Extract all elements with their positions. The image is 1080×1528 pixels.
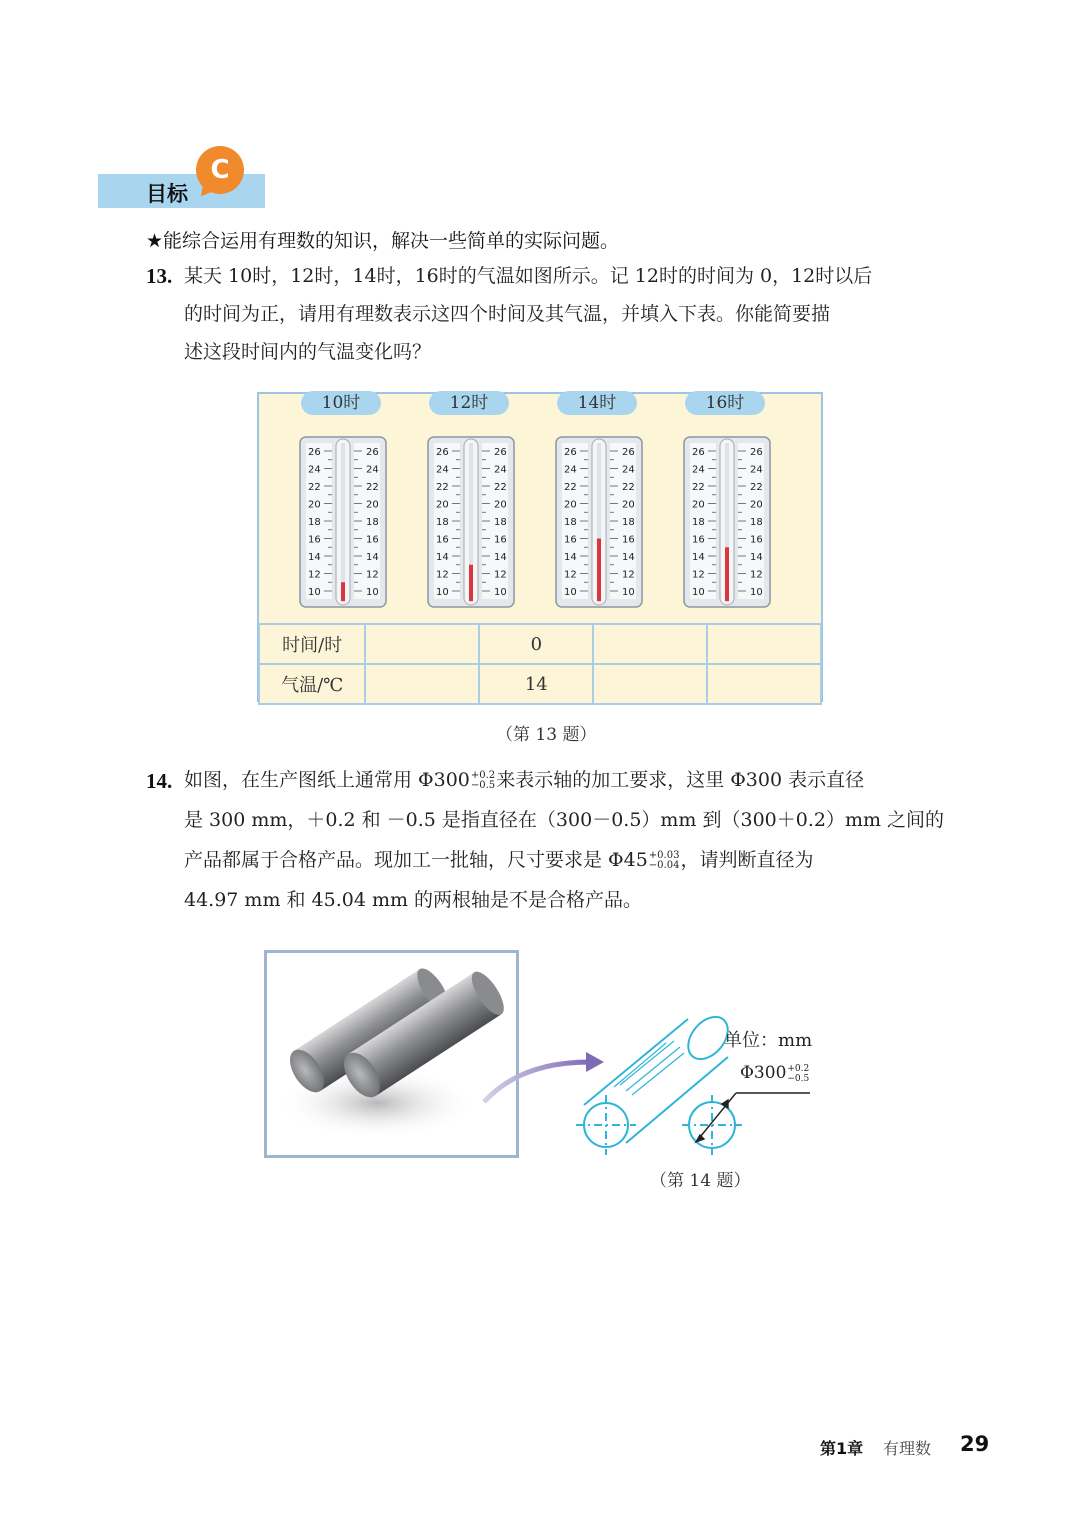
mercury-column [341,582,345,601]
tolerance-upper: +0.2 [470,770,496,781]
table-cell: 14 [479,664,593,704]
scale-tick-label: 26 [308,447,321,458]
mercury-column [597,539,601,602]
dimension-label [740,1063,810,1084]
scale-tick-label: 12 [436,569,449,581]
problem-13-line: 某天 10时，12时，14时，16时的气温如图所示。记 12时的时间为 0，12时以后 [184,265,873,287]
scale-tick-label: 10 [564,587,577,598]
scale-tick-label: 20 [750,499,763,511]
scale-tick-label: 24 [436,464,449,476]
thermometer-12 [426,433,516,609]
mercury-column [725,547,729,601]
scale-tick-label: 22 [494,482,507,493]
scale-tick-label: 12 [692,569,705,581]
scale-tick-label: 18 [308,517,321,528]
problem-13-number: 13. [146,264,173,288]
scale-tick-label: 20 [436,499,449,511]
scale-tick-label: 14 [366,552,379,563]
scale-tick-label: 20 [494,499,507,511]
scale-tick-label: 22 [436,482,449,493]
figure-14-caption: （第 14 题） [650,1171,751,1191]
scale-tick-label: 18 [366,517,379,528]
scale-tick-label: 18 [622,517,635,528]
table-cell [365,664,479,704]
scale-tick-label: 14 [564,552,577,563]
scale-tick-label: 10 [692,587,705,598]
goal-title: 目标 [146,182,188,206]
table-cell [707,624,821,664]
scale-tick-label: 12 [366,569,379,581]
tolerance-upper: +0.2 [787,1063,810,1074]
time-tab-16: 16时 [685,391,765,415]
page-number: 29 [960,1432,990,1456]
scale-tick-label: 26 [436,447,449,458]
tolerance-lower: −0.5 [787,1073,810,1084]
scale-tick-label: 20 [308,499,321,511]
thermometer-16 [682,433,772,609]
scale-tick-label: 18 [564,517,577,528]
scale-tick-label: 10 [308,587,321,598]
goal-level-badge: C [196,146,244,194]
scale-tick-label: 16 [366,534,379,546]
scale-tick-label: 22 [308,482,321,493]
row-header-time: 时间/时 [259,624,365,664]
text-span: 产品都属于合格产品。现加工一批轴，尺寸要求是 Φ45 [184,849,648,871]
scale-tick-label: 16 [436,534,449,546]
problem-14-line [184,760,944,800]
text-span: 如图，在生产图纸上通常用 Φ300 [184,769,470,791]
scale-tick-label: 14 [622,552,635,563]
scale-tick-label: 24 [564,464,577,476]
table-row [259,664,821,704]
row-header-temp: 气温/℃ [259,664,365,704]
scale-tick-label: 12 [308,569,321,581]
scale-tick-label: 22 [564,482,577,493]
dimension-value: Φ300 [740,1063,787,1083]
scale-tick-label: 10 [622,587,635,598]
time-tab-10: 10时 [301,391,381,415]
table-cell [365,624,479,664]
problem-13-line: 述这段时间内的气温变化吗？ [184,341,432,363]
scale-tick-label: 20 [692,499,705,511]
scale-tick-label: 10 [750,587,763,598]
chapter-number: 第1章 [820,1439,864,1458]
scale-tick-label: 14 [436,552,449,563]
scale-tick-label: 14 [494,552,507,563]
scale-tick-label: 26 [622,447,635,458]
scale-tick-label: 18 [436,517,449,528]
mercury-column [469,565,473,601]
tolerance [649,851,680,871]
time-tab-12: 12时 [429,391,509,415]
problem-14-line: 是 300 mm，＋0.2 和 －0.5 是指直径在（300－0.5）mm 到（300＋0.2）mm 之间的 [184,809,945,831]
problem-14-line: 44.97 mm 和 45.04 mm 的两根轴是不是合格产品。 [184,889,643,911]
scale-tick-label: 22 [750,482,763,493]
time-tab-14: 14时 [557,391,637,415]
scale-tick-label: 20 [366,499,379,511]
tolerance-upper: +0.03 [648,850,680,861]
scale-tick-label: 10 [494,587,507,598]
scale-tick-label: 16 [308,534,321,546]
scale-tick-label: 12 [750,569,763,581]
chapter-name: 有理数 [883,1439,932,1458]
problem-13-line: 的时间为正，请用有理数表示这四个时间及其气温，并填入下表。你能简要描 [184,303,831,325]
scale-tick-label: 16 [750,534,763,546]
scale-tick-label: 14 [308,552,321,563]
scale-tick-label: 24 [692,464,705,476]
problem-14-line [184,840,944,880]
scale-tick-label: 18 [494,517,507,528]
scale-tick-label: 24 [366,464,379,476]
table-cell: 0 [479,624,593,664]
table-cell [707,664,821,704]
text-span: 来表示轴的加工要求，这里 Φ300 表示直径 [496,769,865,791]
scale-tick-label: 10 [366,587,379,598]
tolerance-lower: −0.5 [470,780,496,791]
scale-tick-label: 26 [564,447,577,458]
scale-tick-label: 16 [494,534,507,546]
problem-14-text [184,760,944,920]
scale-tick-label: 18 [750,517,763,528]
scale-tick-label: 18 [692,517,705,528]
scale-tick-label: 12 [622,569,635,581]
scale-tick-label: 24 [494,464,507,476]
scale-tick-label: 20 [564,499,577,511]
scale-tick-label: 10 [436,587,449,598]
scale-tick-label: 14 [750,552,763,563]
goal-objective: ★能综合运用有理数的知识，解决一些简单的实际问题。 [146,230,620,252]
figure-13-caption: （第 13 题） [496,725,597,745]
thermometer-14 [554,433,644,609]
scale-tick-label: 14 [692,552,705,563]
table-cell [593,624,707,664]
tolerance [787,1064,809,1084]
problem-13-text [184,257,872,371]
tolerance [471,771,495,791]
scale-tick-label: 26 [750,447,763,458]
scale-tick-label: 12 [564,569,577,581]
thermometer-10 [298,433,388,609]
tolerance-lower: −0.04 [648,860,680,871]
scale-tick-label: 26 [366,447,379,458]
table-row [259,624,821,664]
problem-14-number: 14. [146,769,173,793]
answer-table [258,623,822,705]
table-cell [593,664,707,704]
scale-tick-label: 26 [692,447,705,458]
scale-tick-label: 16 [564,534,577,546]
steel-shafts-image [267,953,516,1155]
unit-label: 单位：mm [724,1030,813,1051]
text-span: ，请判断直径为 [680,849,814,871]
scale-tick-label: 20 [622,499,635,511]
scale-tick-label: 24 [750,464,763,476]
scale-tick-label: 26 [494,447,507,458]
scale-tick-label: 22 [622,482,635,493]
scale-tick-label: 16 [692,534,705,546]
scale-tick-label: 24 [622,464,635,476]
scale-tick-label: 22 [366,482,379,493]
scale-tick-label: 12 [494,569,507,581]
scale-tick-label: 16 [622,534,635,546]
scale-tick-label: 24 [308,464,321,476]
scale-tick-label: 22 [692,482,705,493]
